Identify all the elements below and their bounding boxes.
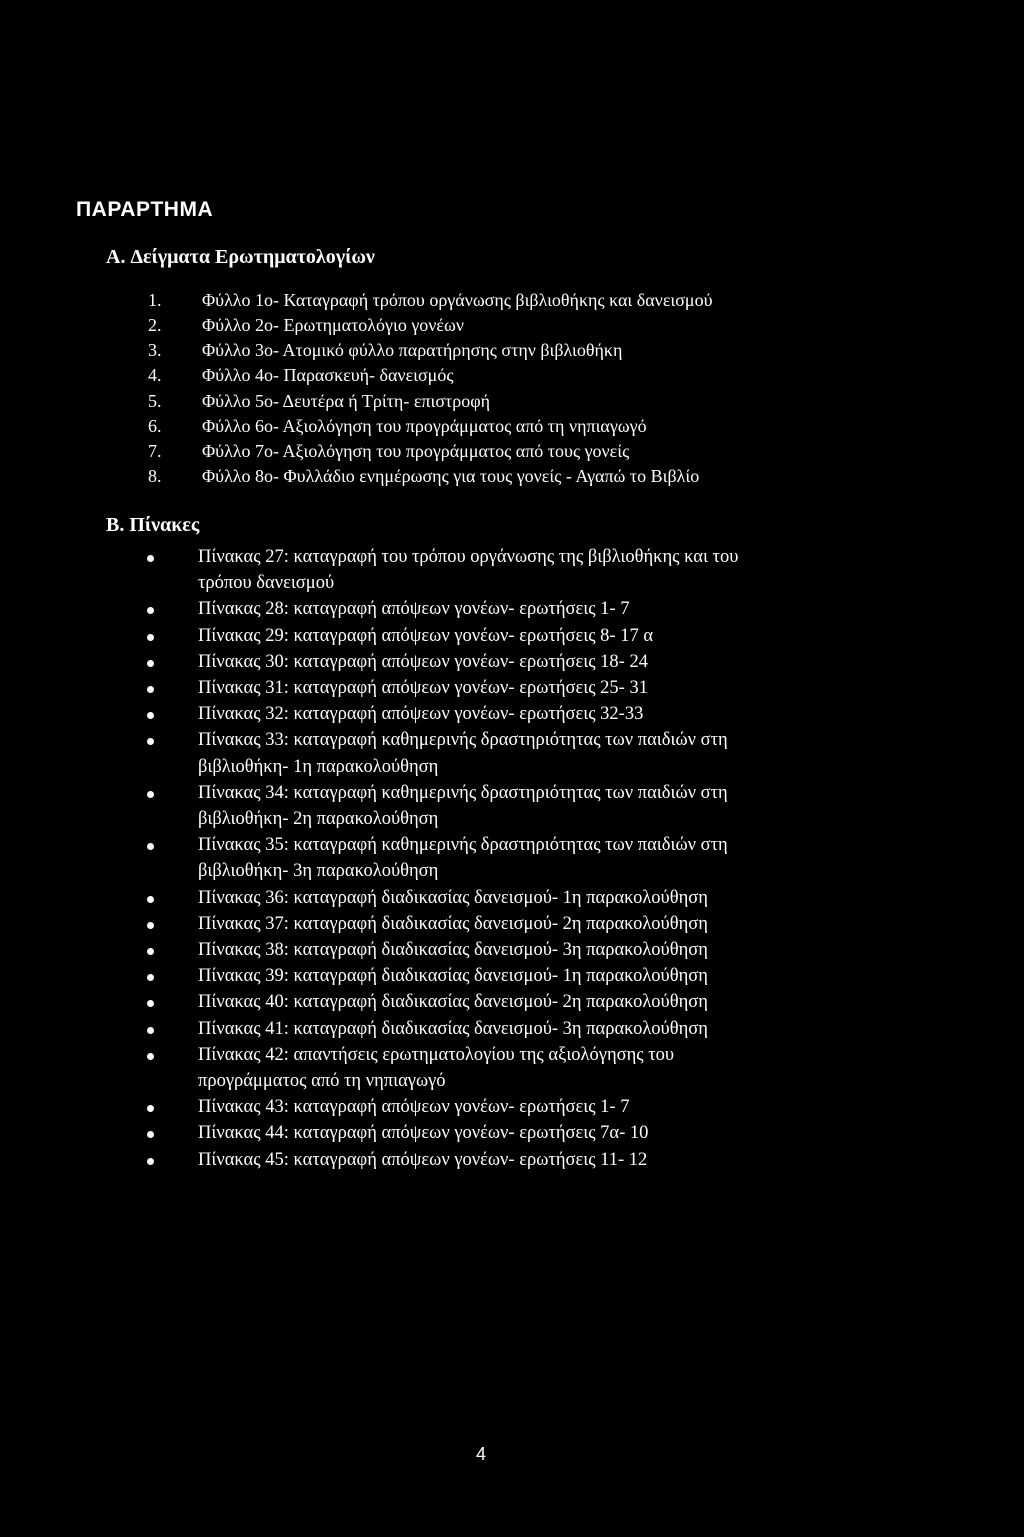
list-item-text: Πίνακας 29: καταγραφή απόψεων γονέων- ερωτήσεις 8- 17 α bbox=[198, 625, 654, 646]
bullet-icon bbox=[147, 712, 154, 719]
list-item-number: 3. bbox=[148, 340, 162, 361]
list-item bbox=[0, 701, 878, 727]
list-item bbox=[0, 989, 878, 1015]
section-a-title-text: Δείγματα Ερωτηματολογίων bbox=[130, 246, 375, 268]
list-item-text-continued: βιβλιοθήκη- 2η παρακολούθηση bbox=[198, 809, 439, 830]
bullet-icon bbox=[147, 634, 154, 641]
list-item-number: 5. bbox=[148, 390, 162, 411]
bullet-icon bbox=[147, 974, 154, 981]
list-item-text: Φύλλο 6ο- Αξιολόγηση του προγράμματος από τη νηπιαγωγό bbox=[202, 415, 647, 436]
list-item-text: Φύλλο 2ο- Ερωτηματολόγιο γονέων bbox=[202, 315, 464, 336]
list-item-text: Πίνακας 43: καταγραφή απόψεων γονέων- ερωτήσεις 1- 7 bbox=[198, 1097, 630, 1118]
list-item-text: Πίνακας 40: καταγραφή διαδικασίας δανεισμού- 2η παρακολούθηση bbox=[198, 992, 708, 1013]
bullet-icon bbox=[147, 896, 154, 903]
bullet-icon bbox=[147, 686, 154, 693]
list-item bbox=[0, 596, 878, 622]
list-item-text: Φύλλο 1ο- Καταγραφή τρόπου οργάνωσης βιβλιοθήκης και δανεισμού bbox=[202, 290, 713, 310]
section-b-title-text: Πίνακες bbox=[129, 514, 200, 536]
bullet-icon bbox=[147, 1027, 154, 1034]
list-item-text: Πίνακας 37: καταγραφή διαδικασίας δανεισμού- 2η παρακολούθηση bbox=[198, 913, 708, 934]
section-a-title bbox=[106, 246, 375, 269]
list-item-text: Πίνακας 38: καταγραφή διαδικασίας δανεισμού- 3η παρακολούθηση bbox=[198, 940, 708, 961]
list-item bbox=[0, 727, 878, 779]
list-item-text: Πίνακας 27: καταγραφή του τρόπου οργάνωσης της βιβλιοθήκης και του bbox=[198, 547, 739, 567]
tables-list bbox=[0, 544, 878, 1173]
bullet-icon bbox=[147, 1131, 154, 1138]
list-item-text: Πίνακας 32: καταγραφή απόψεων γονέων- ερωτήσεις 32-33 bbox=[198, 704, 644, 725]
list-item-text-continued: προγράμματος από τη νηπιαγωγό bbox=[198, 1071, 446, 1092]
list-item bbox=[0, 675, 878, 701]
page-title: ΠΑΡΑΡΤΗΜΑ bbox=[76, 198, 214, 221]
list-item bbox=[0, 780, 878, 832]
list-item-text: Πίνακας 34: καταγραφή καθημερινής δραστηριότητας των παιδιών στη bbox=[198, 782, 728, 803]
list-item-text-continued: βιβλιοθήκη- 3η παρακολούθηση bbox=[198, 861, 439, 882]
list-item-number: 1. bbox=[148, 290, 162, 310]
list-item-number: 8. bbox=[148, 465, 162, 486]
bullet-icon bbox=[147, 607, 154, 614]
list-item bbox=[0, 963, 878, 989]
list-item bbox=[0, 1147, 878, 1173]
list-item-text: Φύλλο 4ο- Παρασκευή- δανεισμός bbox=[202, 365, 454, 386]
list-item-text: Πίνακας 44: καταγραφή απόψεων γονέων- ερωτήσεις 7α- 10 bbox=[198, 1123, 649, 1144]
list-item bbox=[0, 885, 878, 911]
list-item-text: Πίνακας 33: καταγραφή καθημερινής δραστηριότητας των παιδιών στη bbox=[198, 730, 728, 751]
bullet-icon bbox=[147, 791, 154, 798]
list-item-number: 7. bbox=[148, 440, 162, 461]
list-item-text: Πίνακας 28: καταγραφή απόψεων γονέων- ερωτήσεις 1- 7 bbox=[198, 599, 630, 620]
list-item-text: Πίνακας 42: απαντήσεις ερωτηματολογίου της αξιολόγησης του bbox=[198, 1044, 675, 1065]
list-item-number: 2. bbox=[148, 315, 162, 336]
section-a-letter: Α. bbox=[106, 246, 126, 268]
bullet-icon bbox=[147, 660, 154, 667]
bullet-icon bbox=[147, 948, 154, 955]
list-item bbox=[0, 1016, 878, 1042]
bullet-icon bbox=[147, 1053, 154, 1060]
list-item bbox=[0, 544, 878, 596]
list-item bbox=[0, 937, 878, 963]
bullet-icon bbox=[147, 843, 154, 850]
list-item bbox=[0, 832, 878, 884]
bullet-icon bbox=[147, 922, 154, 929]
list-item-text: Πίνακας 36: καταγραφή διαδικασίας δανεισμού- 1η παρακολούθηση bbox=[198, 887, 708, 908]
list-item bbox=[0, 623, 878, 649]
bullet-icon bbox=[147, 1105, 154, 1112]
list-item-text: Φύλλο 8ο- Φυλλάδιο ενημέρωσης για τους γονείς - Αγαπώ το Βιβλίο bbox=[202, 465, 700, 486]
list-item-text: Πίνακας 35: καταγραφή καθημερινής δραστηριότητας των παιδιών στη bbox=[198, 835, 728, 856]
list-item bbox=[0, 1042, 878, 1094]
bullet-icon bbox=[147, 1000, 154, 1007]
section-b-title bbox=[106, 514, 199, 537]
list-item-text: Φύλλο 3ο- Ατομικό φύλλο παρατήρησης στην βιβλιοθήκη bbox=[202, 340, 623, 361]
list-item-text: Φύλλο 5ο- Δευτέρα ή Τρίτη- επιστροφή bbox=[202, 390, 491, 411]
bullet-icon bbox=[147, 1158, 154, 1165]
list-item bbox=[0, 649, 878, 675]
list-item bbox=[0, 1094, 878, 1120]
section-b-letter: Β. bbox=[106, 514, 125, 536]
list-item-text: Πίνακας 41: καταγραφή διαδικασίας δανεισμού- 3η παρακολούθηση bbox=[198, 1018, 708, 1039]
list-item-number: 4. bbox=[148, 365, 162, 386]
list-item-text: Πίνακας 30: καταγραφή απόψεων γονέων- ερωτήσεις 18- 24 bbox=[198, 651, 648, 672]
list-item-text-continued: τρόπου δανεισμού bbox=[198, 573, 335, 594]
list-item-text: Πίνακας 39: καταγραφή διαδικασίας δανεισμού- 1η παρακολούθηση bbox=[198, 966, 708, 987]
list-item-text: Φύλλο 7ο- Αξιολόγηση του προγράμματος από τους γονείς bbox=[202, 440, 630, 461]
bullet-icon bbox=[147, 738, 154, 745]
list-item-text: Πίνακας 45: καταγραφή απόψεων γονέων- ερωτήσεις 11- 12 bbox=[198, 1149, 648, 1170]
list-item-number: 6. bbox=[148, 415, 162, 436]
list-item-text-continued: βιβλιοθήκη- 1η παρακολούθηση bbox=[198, 756, 439, 777]
list-item bbox=[0, 911, 878, 937]
page-number: 4 bbox=[475, 1444, 486, 1464]
list-item bbox=[0, 1120, 878, 1146]
list-item-text: Πίνακας 31: καταγραφή απόψεων γονέων- ερωτήσεις 25- 31 bbox=[198, 678, 648, 699]
bullet-icon bbox=[147, 555, 154, 562]
